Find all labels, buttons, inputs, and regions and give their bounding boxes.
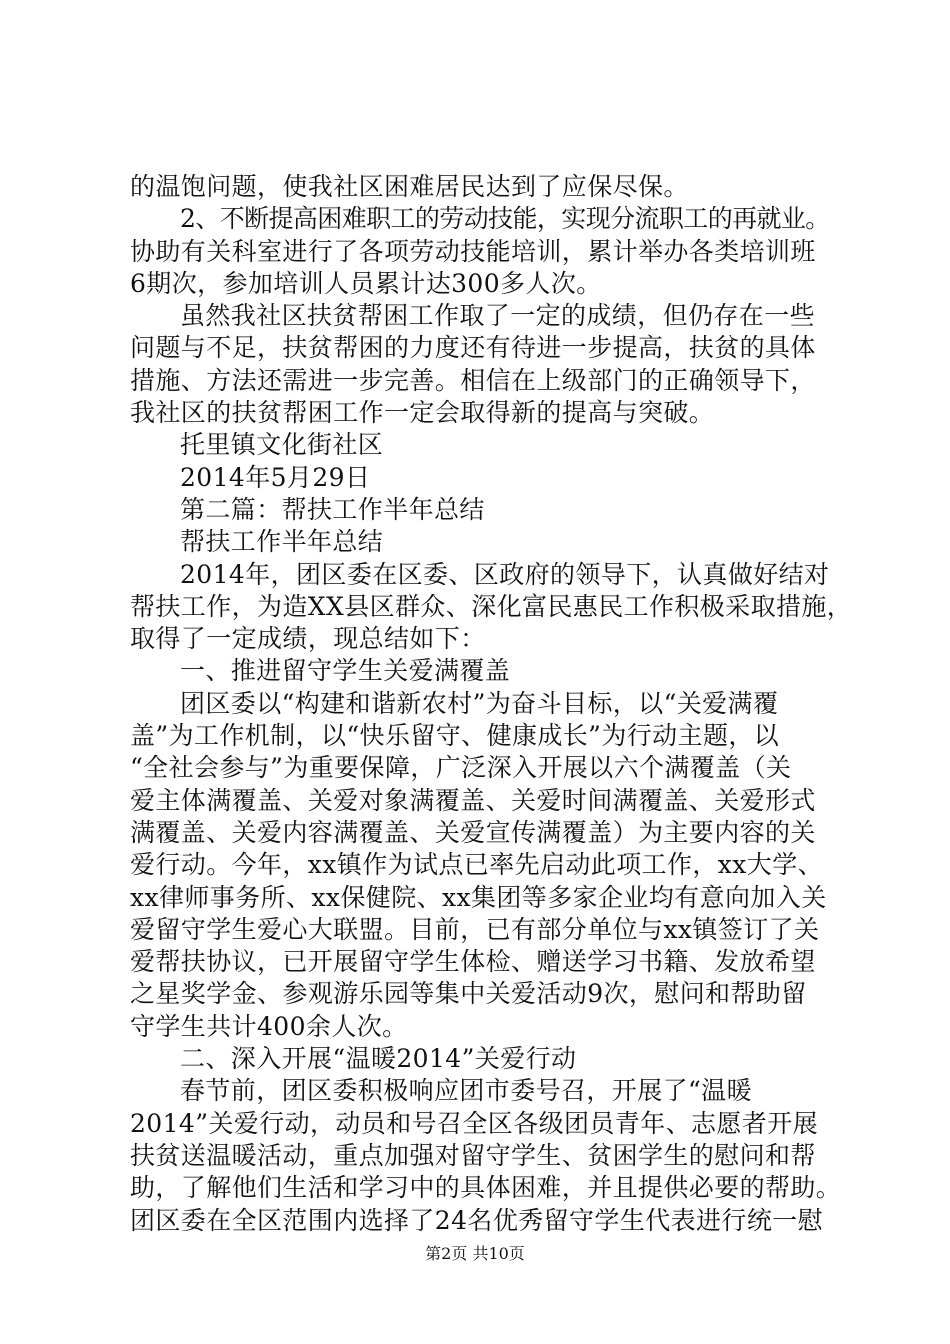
text-line: 2014年，团区委在区委、区政府的领导下，认真做好结对: [180, 559, 830, 589]
text-line: 爱留守学生爱心大联盟。目前，已有部分单位与xx镇签订了关: [130, 914, 820, 944]
text-line: xx律师事务所、xx保健院、xx集团等多家企业均有意向加入关: [130, 882, 827, 912]
text-line: 盖”为工作机制，以“快乐留守、健康成长”为行动主题，以: [130, 721, 780, 751]
page-footer: 第2页 共10页: [425, 1244, 525, 1263]
text-line: 问题与不足，扶贫帮困的力度还有待进一步提高，扶贫的具体: [130, 333, 816, 363]
text-line: “全社会参与”为重要保障，广泛深入开展以六个满覆盖（关: [130, 753, 792, 783]
text-line: 6期次，参加培训人员累计达300多人次。: [130, 268, 602, 298]
text-line: 守学生共计400余人次。: [130, 1011, 408, 1041]
text-line: 第二篇：帮扶工作半年总结: [180, 494, 485, 524]
text-line: 我社区的扶贫帮困工作一定会取得新的提高与突破。: [130, 398, 715, 428]
text-line: 2、不断提高困难职工的劳动技能，实现分流职工的再就业。: [180, 204, 830, 234]
text-line: 一、推进留守学生关爱满覆盖: [180, 656, 511, 686]
text-line: 团区委以“构建和谐新农村”为奋斗目标，以“关爱满覆: [180, 688, 779, 718]
text-line: 春节前，团区委积极响应团市委号召，开展了“温暖: [180, 1076, 752, 1106]
text-line: 2014年5月29日: [180, 462, 371, 492]
text-line: 之星奖学金、参观游乐园等集中关爱活动9次，慰问和帮助留: [130, 979, 807, 1009]
text-line: 的温饱问题，使我社区困难居民达到了应保尽保。: [130, 172, 689, 201]
text-line: 满覆盖、关爱内容满覆盖、关爱宣传满覆盖）为主要内容的关: [130, 817, 816, 847]
text-line: 措施、方法还需进一步完善。相信在上级部门的正确领导下，: [130, 365, 816, 395]
text-line: 爱帮扶协议，已开展留守学生体检、赠送学习书籍、发放希望: [130, 947, 816, 977]
text-line: 爱行动。今年，xx镇作为试点已率先启动此项工作，xx大学、: [130, 850, 823, 880]
text-line: 取得了一定成绩，现总结如下：: [130, 624, 486, 654]
text-line: 扶贫送温暖活动，重点加强对留守学生、贫困学生的慰问和帮: [130, 1140, 816, 1170]
text-line: 托里镇文化街社区: [180, 430, 384, 460]
text-line: 帮扶工作半年总结: [180, 527, 384, 557]
text-line: 帮扶工作，为造XX县区群众、深化富民惠民工作积极采取措施，: [130, 591, 853, 621]
document-body: [130, 171, 853, 1237]
text-line: 爱主体满覆盖、关爱对象满覆盖、关爱时间满覆盖、关爱形式: [130, 785, 816, 815]
text-line: 团区委在全区范围内选择了24名优秀留守学生代表进行统一慰: [130, 1205, 824, 1235]
text-line: 2014”关爱行动，动员和号召全区各级团员青年、志愿者开展: [130, 1108, 819, 1138]
text-line: 助，了解他们生活和学习中的具体困难，并且提供必要的帮助。: [130, 1173, 842, 1203]
text-line: 虽然我社区扶贫帮困工作取了一定的成绩，但仍存在一些: [180, 301, 816, 331]
text-line: 协助有关科室进行了各项劳动技能培训，累计举办各类培训班: [130, 236, 816, 266]
text-line: 二、深入开展“温暖2014”关爱行动: [180, 1044, 577, 1074]
